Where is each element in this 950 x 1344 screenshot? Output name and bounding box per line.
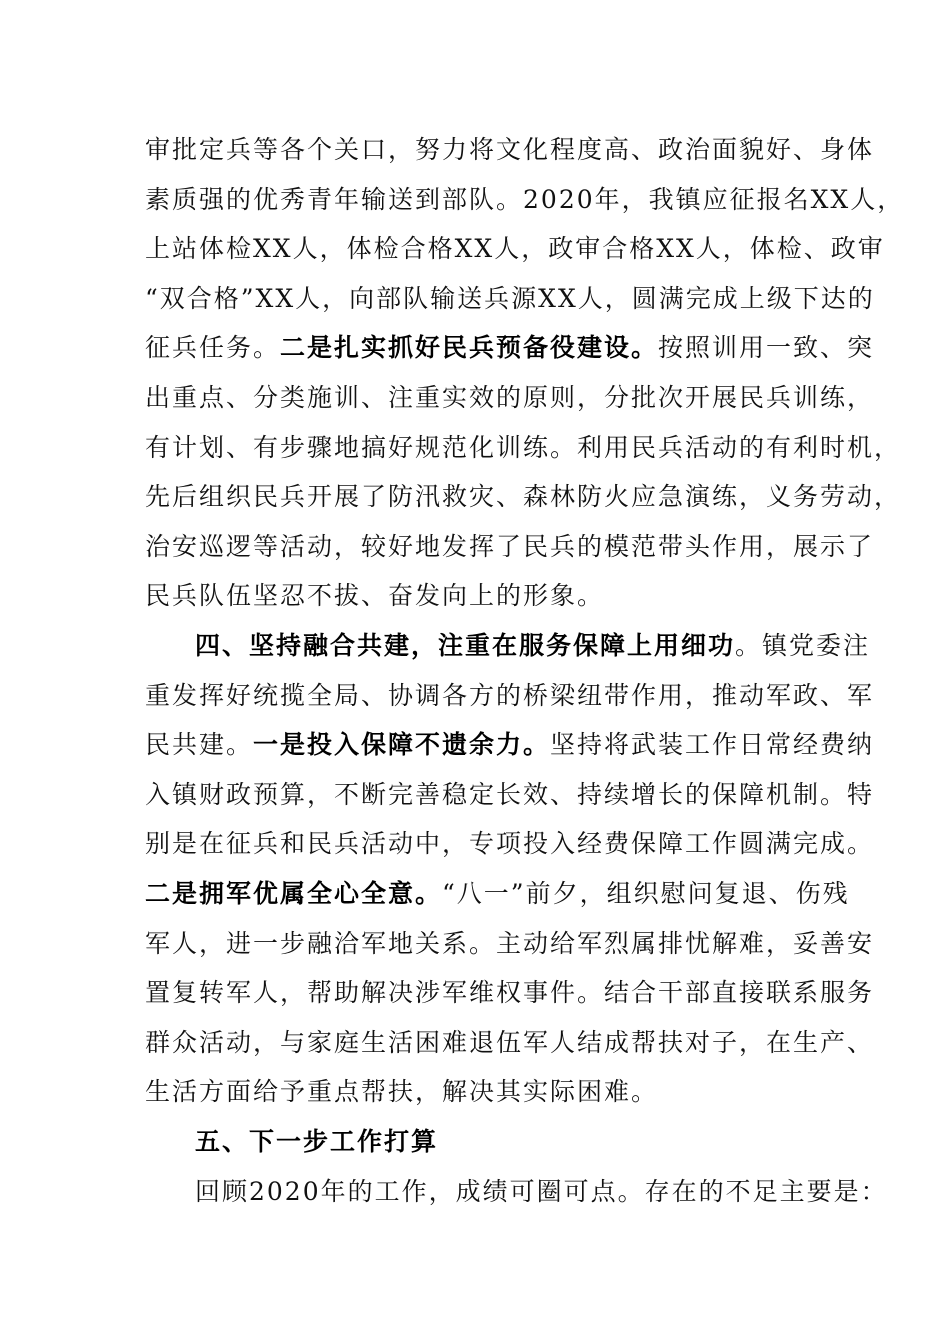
text-line [145, 678, 874, 714]
body-text: 素质强的优秀青年输送到部队。2020年，我镇应征报名XX人， [145, 184, 905, 214]
text-line [145, 281, 875, 317]
body-text: 上站体检XX人，体检合格XX人，政审合格XX人，体检、政审 [145, 234, 885, 264]
text-line [145, 578, 604, 614]
body-text: 回顾2020年的工作，成绩可圈可点。存在的不足主要是： [195, 1176, 888, 1206]
text-line [145, 1074, 658, 1110]
body-text: 。镇党委注 [735, 631, 871, 660]
paragraph-first-line [195, 628, 870, 664]
text-line [145, 479, 901, 515]
bold-heading-text: 二是扎实抓好民兵预备役建设。 [280, 333, 659, 363]
body-text: 出重点、分类施训、注重实效的原则，分批次开展民兵训练， [145, 383, 875, 412]
text-line [145, 727, 874, 763]
text-line [145, 777, 874, 813]
body-text: 群众活动，与家庭生活困难退伍军人结成帮扶对子，在生产、 [145, 1027, 875, 1057]
bold-heading-text: 四、坚持融合共建，注重在服务保障上用细功 [195, 631, 736, 660]
text-line [145, 926, 874, 962]
body-text: 置复转军人，帮助解决涉军维权事件。结合干部直接联系服务 [145, 978, 875, 1008]
body-text: 民兵队伍坚忍不拔、奋发向上的形象。 [145, 581, 605, 611]
body-text: 军人，进一步融洽军地关系。主动给军烈属排忧解难，妥善安 [145, 928, 875, 958]
text-line [145, 529, 874, 565]
body-text: 先后组织民兵开展了防汛救灾、森林防火应急演练，义务劳动， [145, 482, 902, 512]
bold-heading-text: 二是拥军优属全心全意。 [145, 879, 443, 908]
text-line [145, 826, 874, 862]
body-text: 别是在征兵和民兵活动中，专项投入经费保障工作圆满完成。 [145, 829, 875, 859]
body-text: 生活方面给予重点帮扶，解决其实际困难。 [145, 1077, 659, 1107]
body-text: 审批定兵等各个关口，努力将文化程度高、政治面貌好、身体 [145, 135, 875, 164]
body-text: 坚持将武装工作日常经费纳 [550, 730, 875, 760]
bold-heading-text: 一是投入保障不遗余力。 [253, 730, 551, 760]
text-line [145, 430, 901, 466]
text-line [145, 975, 874, 1011]
body-text: 征兵任务。 [145, 333, 281, 363]
paragraph-first-line [195, 1124, 438, 1160]
text-line [145, 182, 904, 218]
body-text: 治安巡逻等活动，较好地发挥了民兵的模范带头作用，展示了 [145, 531, 875, 561]
text-line [145, 132, 874, 168]
text-line [145, 380, 874, 416]
text-line [145, 1025, 874, 1061]
text-line [145, 231, 885, 267]
body-text: 按照训用一致、突 [658, 333, 875, 363]
body-text: 重发挥好统揽全局、协调各方的桥梁纽带作用，推动军政、军 [145, 680, 875, 710]
body-text: 有计划、有步骤地搞好规范化训练。利用民兵活动的有利时机， [145, 432, 902, 462]
bold-heading-text: 五、下一步工作打算 [195, 1127, 439, 1156]
body-text: 入镇财政预算，不断完善稳定长效、持续增长的保障机制。特 [145, 779, 875, 809]
body-text: 民共建。 [145, 730, 254, 760]
paragraph-first-line [195, 1174, 888, 1210]
text-line [145, 330, 874, 366]
body-text: “双合格”XX人，向部队输送兵源XX人，圆满完成上级下达的 [145, 283, 875, 313]
body-text: “八一”前夕，组织慰问复退、伤残 [442, 879, 850, 908]
text-line [145, 876, 850, 912]
